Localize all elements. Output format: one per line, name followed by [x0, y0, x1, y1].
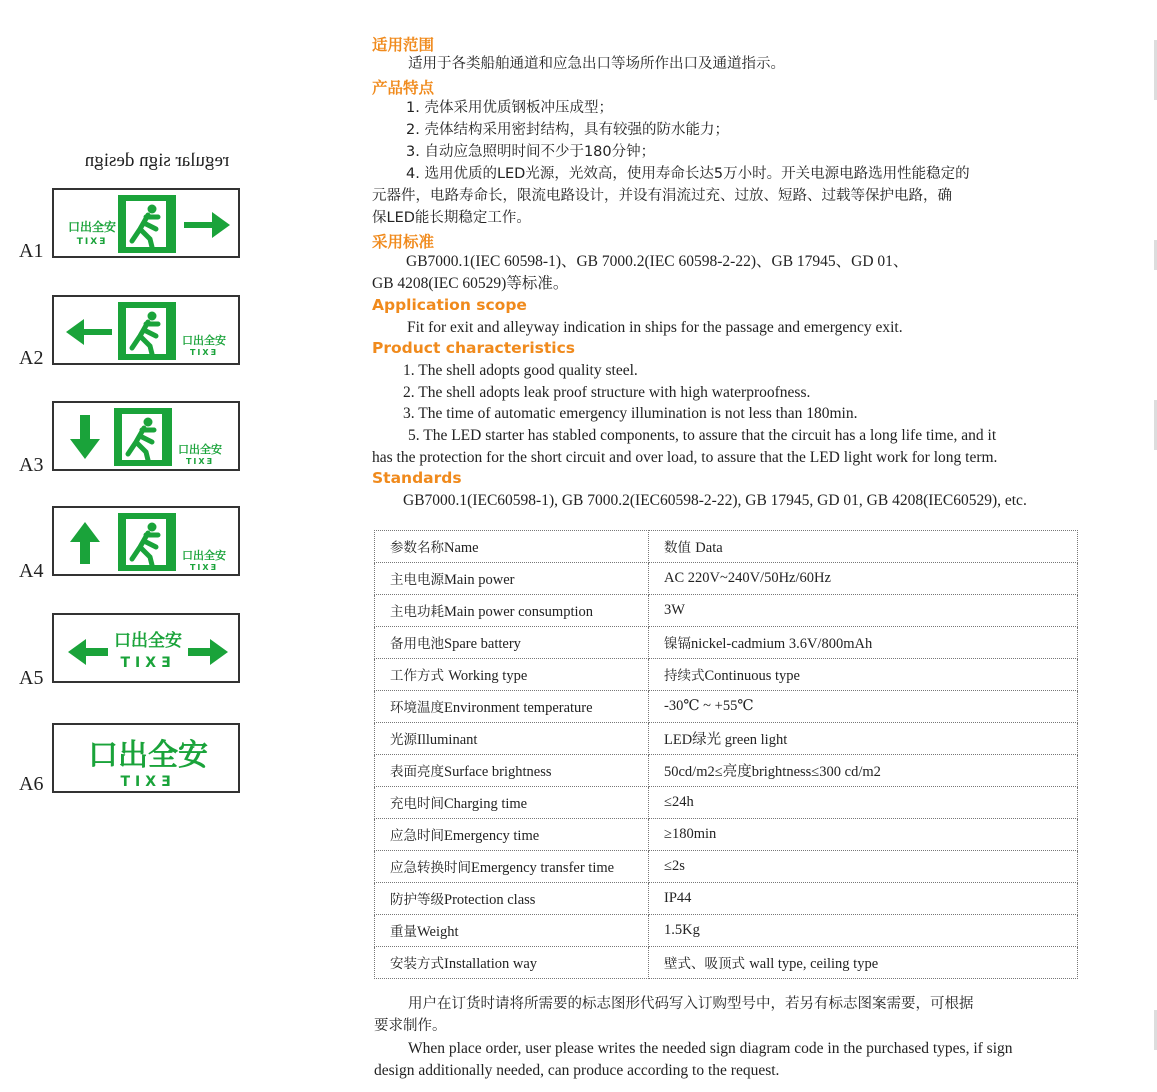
- cn-feature-item: 保LED能长期稳定工作。: [372, 210, 531, 226]
- param-value-cell: [649, 851, 1078, 883]
- param-name-cn: 参数名称: [390, 540, 444, 556]
- spec-table: [374, 530, 1078, 979]
- table-row: [375, 691, 1078, 723]
- param-name-cell: [375, 883, 649, 915]
- sign-en-text: TIXƎ: [189, 563, 219, 572]
- param-name-cn: 充电时间: [390, 796, 444, 812]
- en-characteristic-item: 1. The shell adopts good quality steel.: [403, 362, 638, 379]
- cn-standards-line: GB 4208(IEC 60529)等标准。: [372, 275, 569, 292]
- param-name-cn: 主电功耗: [390, 604, 444, 620]
- sign-cn-text: 口出全安: [114, 631, 182, 651]
- table-row: [375, 819, 1078, 851]
- sign-design-title: regular sign design: [84, 150, 230, 171]
- param-name-cell: [375, 915, 649, 947]
- cn-features-heading: 产品特点: [372, 79, 435, 97]
- param-value: LED绿光 green light: [664, 732, 788, 748]
- sign-en-text: TIXƎ: [189, 348, 219, 357]
- table-row: [375, 787, 1078, 819]
- param-name-cn: 主电电源: [390, 572, 444, 588]
- sign-cn-text: 口出全安: [178, 443, 222, 456]
- table-row: [375, 659, 1078, 691]
- sign-en-text: TIXƎ: [120, 655, 176, 671]
- param-name-en: Spare battery: [444, 636, 521, 652]
- arrow-left-icon: [68, 639, 108, 665]
- sign-a1: [52, 188, 240, 258]
- arrow-down-icon: [70, 415, 100, 459]
- param-name-en: Main power consumption: [444, 604, 594, 620]
- param-value: ≤2s: [664, 858, 685, 874]
- table-row: [375, 883, 1078, 915]
- sign-en-text: TIXƎ: [120, 774, 176, 790]
- param-name-cell: [375, 691, 649, 723]
- param-value-cell: [649, 595, 1078, 627]
- param-name-en: Emergency time: [444, 828, 540, 844]
- sign-en-text: TIXƎ: [76, 237, 108, 247]
- arrow-right-icon: [184, 212, 230, 238]
- param-value-cell: [649, 915, 1078, 947]
- param-value-cell: [649, 723, 1078, 755]
- param-name-en: Main power: [444, 572, 515, 588]
- running-man-icon: [114, 408, 172, 466]
- param-value: ≤24h: [664, 794, 694, 810]
- cn-scope-heading: 适用范围: [372, 36, 435, 54]
- footer-cn-line: 要求制作。: [374, 1018, 447, 1034]
- footer-en-line: When place order, user please writes the needed sign diagram code in the purchased types, if sign: [408, 1040, 1013, 1057]
- cn-feature-item: 1. 壳体采用优质钢板冲压成型；: [406, 100, 613, 116]
- param-name-en: Installation way: [444, 956, 538, 972]
- param-name-cell: [375, 851, 649, 883]
- sign-cn-text: 口出全安: [182, 334, 226, 347]
- sign-en-text: TIXƎ: [185, 457, 215, 466]
- table-row: [375, 851, 1078, 883]
- en-standards-heading: Standards: [372, 469, 462, 487]
- cn-feature-item: 3. 自动应急照明时间不少于180分钟；: [406, 144, 656, 160]
- en-scope-text: Fit for exit and alleyway indication in ships for the passage and emergency exit.: [407, 319, 903, 336]
- arrow-left-icon: [66, 319, 112, 345]
- param-value: 1.5Kg: [664, 922, 700, 938]
- running-man-icon: [118, 302, 176, 360]
- sign-label-a5: A5: [19, 667, 44, 689]
- param-value-cell: [649, 787, 1078, 819]
- param-name-cell: [375, 627, 649, 659]
- param-value-cn: 镍镉: [664, 636, 691, 652]
- param-value-cell: [649, 883, 1078, 915]
- param-name-cn: 防护等级: [390, 892, 444, 908]
- arrow-up-icon: [70, 522, 100, 564]
- param-value: -30℃ ~ +55℃: [664, 698, 754, 714]
- footer-cn-line: 用户在订货时请将所需要的标志图形代码写入订购型号中，若另有标志图案需要，可根据: [408, 996, 974, 1012]
- param-value: nickel-cadmium 3.6V/800mAh: [691, 636, 873, 652]
- param-value: 3W: [664, 602, 685, 618]
- param-value: wall type, ceiling type: [749, 956, 879, 972]
- sign-a2: [52, 295, 240, 365]
- param-name-cell: [375, 563, 649, 595]
- table-row: [375, 627, 1078, 659]
- param-name-en: Name: [444, 540, 479, 556]
- param-name-cn: 环境温度: [390, 700, 444, 716]
- param-value-cell: [649, 659, 1078, 691]
- param-name-en: Surface brightness: [444, 764, 552, 780]
- table-row: [375, 563, 1078, 595]
- sign-cn-text: 口出全安: [67, 220, 117, 234]
- param-name-en: Working type: [448, 668, 528, 684]
- param-name-cn: 工作方式: [390, 668, 449, 684]
- param-name-cell: [375, 947, 649, 979]
- param-value: Data: [695, 540, 723, 556]
- en-characteristics-heading: Product characteristics: [372, 339, 575, 357]
- param-name-cn: 应急转换时间: [390, 860, 471, 876]
- en-characteristic-item: 3. The time of automatic emergency illumination is not less than 180min.: [403, 405, 858, 422]
- sign-label-a4: A4: [19, 560, 44, 582]
- param-value-cell: [649, 531, 1078, 563]
- param-value: Continuous type: [704, 668, 800, 684]
- param-value: ≥180min: [664, 826, 717, 842]
- sign-label-a2: A2: [19, 347, 44, 369]
- arrow-right-icon: [188, 639, 228, 665]
- param-name-cell: [375, 659, 649, 691]
- cn-feature-item: 4. 选用优质的LED光源，光效高，使用寿命长达5万小时。开关电源电路选用性能稳定的: [406, 166, 970, 182]
- footer-en-line: design additionally needed, can produce according to the request.: [374, 1062, 780, 1079]
- sign-a4: [52, 506, 240, 576]
- en-standards-text: GB7000.1(IEC60598-1), GB 7000.2(IEC60598-2-22), GB 17945, GD 01, GB 4208(IEC60529), etc.: [403, 492, 1027, 509]
- en-scope-heading: Application scope: [372, 296, 527, 314]
- running-man-icon: [118, 513, 176, 571]
- param-name-en: Protection class: [444, 892, 536, 908]
- sign-cn-text: 口出全安: [88, 738, 208, 773]
- param-name-cell: [375, 531, 649, 563]
- param-name-cell: [375, 819, 649, 851]
- table-row: [375, 947, 1078, 979]
- en-characteristic-item: 2. The shell adopts leak proof structure with high waterproofness.: [403, 384, 811, 401]
- param-name-cn: 表面亮度: [390, 764, 444, 780]
- param-value-cn: 持续式: [664, 668, 705, 684]
- param-name-cell: [375, 787, 649, 819]
- sign-label-a6: A6: [19, 773, 44, 795]
- param-value-cn: 数值: [664, 540, 696, 556]
- sign-label-a3: A3: [19, 454, 44, 476]
- en-characteristic-item: has the protection for the short circuit and over load, to assure that the LED light work for long term.: [372, 449, 998, 466]
- param-name-cn: 应急时间: [390, 828, 444, 844]
- param-value-cell: [649, 563, 1078, 595]
- table-row: [375, 531, 1078, 563]
- param-value: AC 220V~240V/50Hz/60Hz: [664, 570, 831, 586]
- param-name-en: Emergency transfer time: [471, 860, 615, 876]
- param-name-en: Illuminant: [417, 732, 478, 748]
- sign-label-a1: A1: [19, 240, 44, 262]
- param-value-cell: [649, 627, 1078, 659]
- param-name-cell: [375, 723, 649, 755]
- param-value-cell: [649, 691, 1078, 723]
- param-value-cell: [649, 947, 1078, 979]
- param-value-cn: 壁式、吸顶式: [664, 956, 750, 972]
- table-row: [375, 595, 1078, 627]
- table-row: [375, 755, 1078, 787]
- param-value-cell: [649, 755, 1078, 787]
- param-name-en: Charging time: [444, 796, 528, 812]
- running-man-icon: [118, 195, 176, 253]
- cn-feature-item: 元器件，电路寿命长，限流电路设计，并设有涓流过充、过放、短路、过载等保护电路，确: [372, 188, 952, 204]
- sign-cn-text: 口出全安: [182, 549, 226, 562]
- en-characteristic-item: 5. The LED starter has stabled components, to assure that the circuit has a long life time, and it: [408, 427, 997, 444]
- cn-feature-item: 2. 壳体结构采用密封结构，具有较强的防水能力；: [406, 122, 729, 138]
- sign-a3: [52, 401, 240, 471]
- sign-a5: [52, 613, 240, 683]
- param-name-cn: 备用电池: [390, 636, 444, 652]
- param-name-en: Environment temperature: [444, 700, 593, 716]
- cn-scope-text: 适用于各类船舶通道和应急出口等场所作出口及通道指示。: [408, 56, 785, 72]
- table-row: [375, 915, 1078, 947]
- param-name-cn: 重量: [390, 924, 417, 940]
- param-value-cell: [649, 819, 1078, 851]
- table-row: [375, 723, 1078, 755]
- param-name-cell: [375, 595, 649, 627]
- param-name-cn: 安装方式: [390, 956, 444, 972]
- param-value: 50cd/m2≤亮度brightness≤300 cd/m2: [664, 764, 881, 780]
- param-name-cn: 光源: [390, 732, 417, 748]
- cn-standards-heading: 采用标准: [372, 233, 435, 251]
- cn-standards-line: GB7000.1(IEC 60598-1)、GB 7000.2(IEC 60598-2-22)、GB 17945、GD 01、: [406, 253, 909, 270]
- param-value: IP44: [664, 890, 692, 906]
- param-name-cell: [375, 755, 649, 787]
- sign-a6: [52, 723, 240, 793]
- param-name-en: Weight: [417, 924, 459, 940]
